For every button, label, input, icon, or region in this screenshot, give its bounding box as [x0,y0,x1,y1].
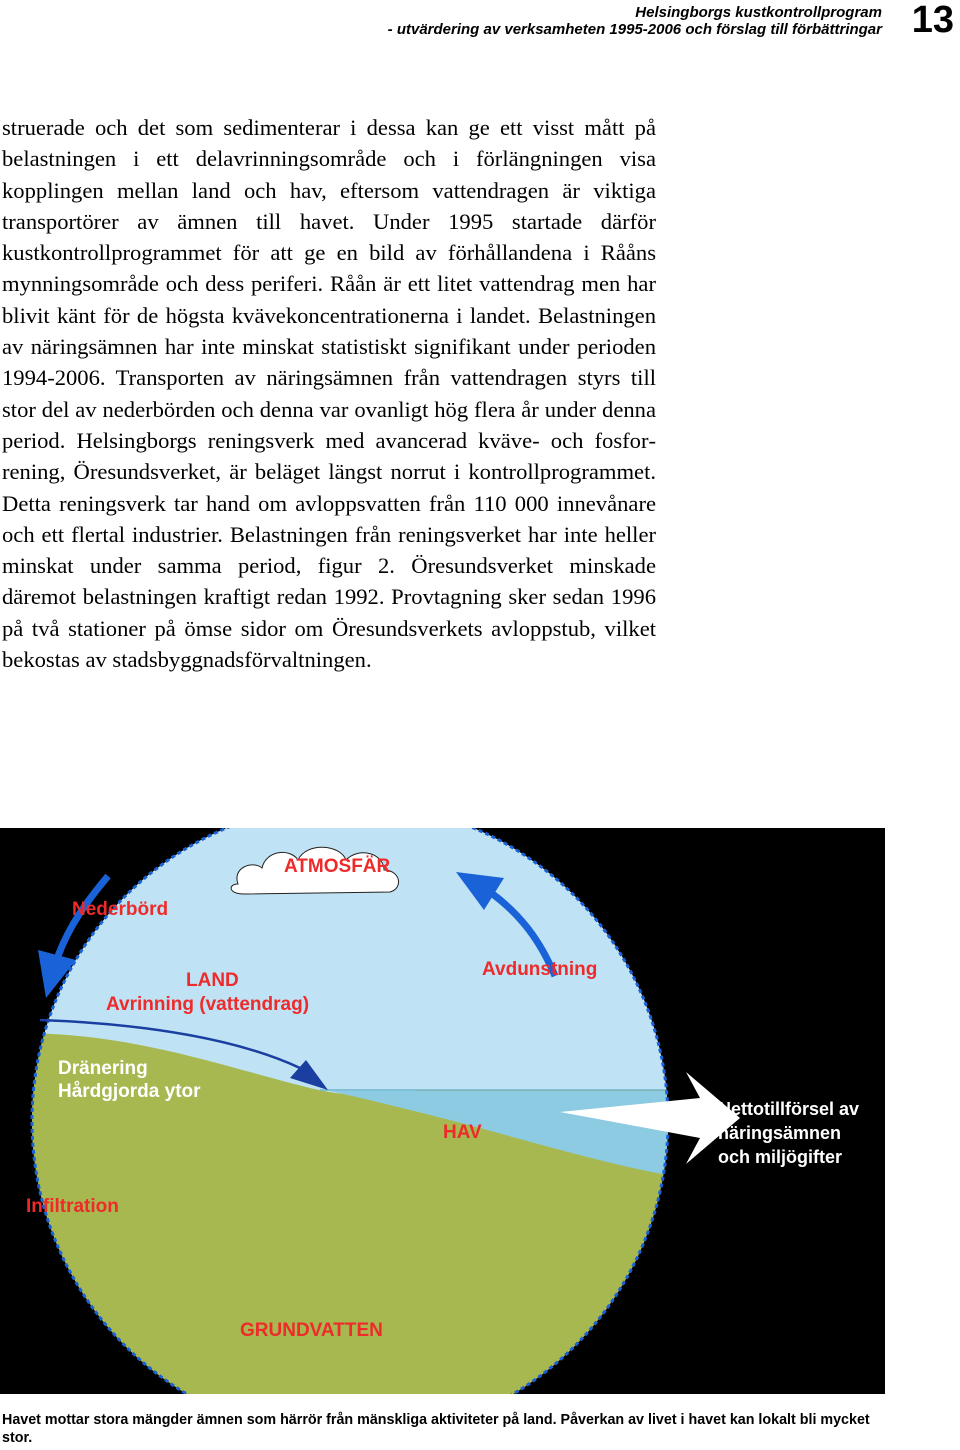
water-cycle-figure [0,828,885,1394]
label-runoff: Avrinning (vattendrag) [106,994,310,1015]
header-title: Helsingborgs kustkontrollprogram [635,4,882,21]
body-paragraph: struerade och det som sedimenterar i dessa kan ge ett visst mått på belastningen i ett delavrinningsområde och i förlängningen visa kopplingen mellan land och hav, eftersom vattendragen är viktiga transportörer av ämnen till havet. Under 1995 startade därför kustkontrollprogrammet för att ge en bild av förhållandena i Rååns mynningsområde och dess periferi. Råån är ett litet vattendrag men har blivit känt för de högsta kvävekoncentrationerna i landet. Belastningen av näringsämnen har inte minskat statistiskt signifikant under perioden 1994-2006. Transporten av näringsämnen från vattendragen styrs till stor del av nederbörden och denna var ovanligt hög flera år under denna period. Helsingborgs reningsverk med avancerad kväve- och fosforrening, Öresundsverket, är beläget längst norrut i kontrollprogrammet. Detta reningsverk tar hand om avloppsvatten från 110 000 innevånare och ett flertal industrier. Belastningen från reningsverket har inte heller minskat under samma period, figur 2. Öresundsverket minskade däremot belastningen kraftigt redan 1992. Provtagning sker sedan 1996 på två stationer på ömse sidor om Öresundsverkets avloppstub, vilket bekostas av stadsbyggnadsförvaltningen. [2,115,656,673]
label-net-input-line-1: Nettotillförsel av [718,1099,860,1119]
header-subtitle: - utvärdering av verksamheten 1995-2006 och förslag till förbättringar [387,21,882,38]
label-land: LAND [186,970,239,991]
label-evaporation: Avdunstning [482,959,598,980]
running-header [388,4,882,38]
label-sea: HAV [443,1122,482,1143]
label-net-input-line-3: och miljögifter [718,1147,843,1167]
label-net-input-line-2: näringsämnen [718,1123,842,1143]
water-cycle-diagram [0,828,885,1394]
body-text [2,112,656,675]
figure-caption: Havet mottar stora mängder ämnen som härrör från mänskliga aktiviteter på land. Påverkan av livet i havet kan lokalt bli mycket stor. [2,1412,870,1446]
label-precipitation: Nederbörd [72,899,169,920]
label-infiltration: Infiltration [26,1196,119,1217]
label-drainage: Dränering [58,1058,148,1079]
label-hard-surfaces: Hårdgjorda ytor [58,1081,201,1102]
page-number: 13 [911,0,954,41]
label-groundwater: GRUNDVATTEN [240,1320,383,1341]
label-atmosphere: ATMOSFÄR [284,856,391,877]
